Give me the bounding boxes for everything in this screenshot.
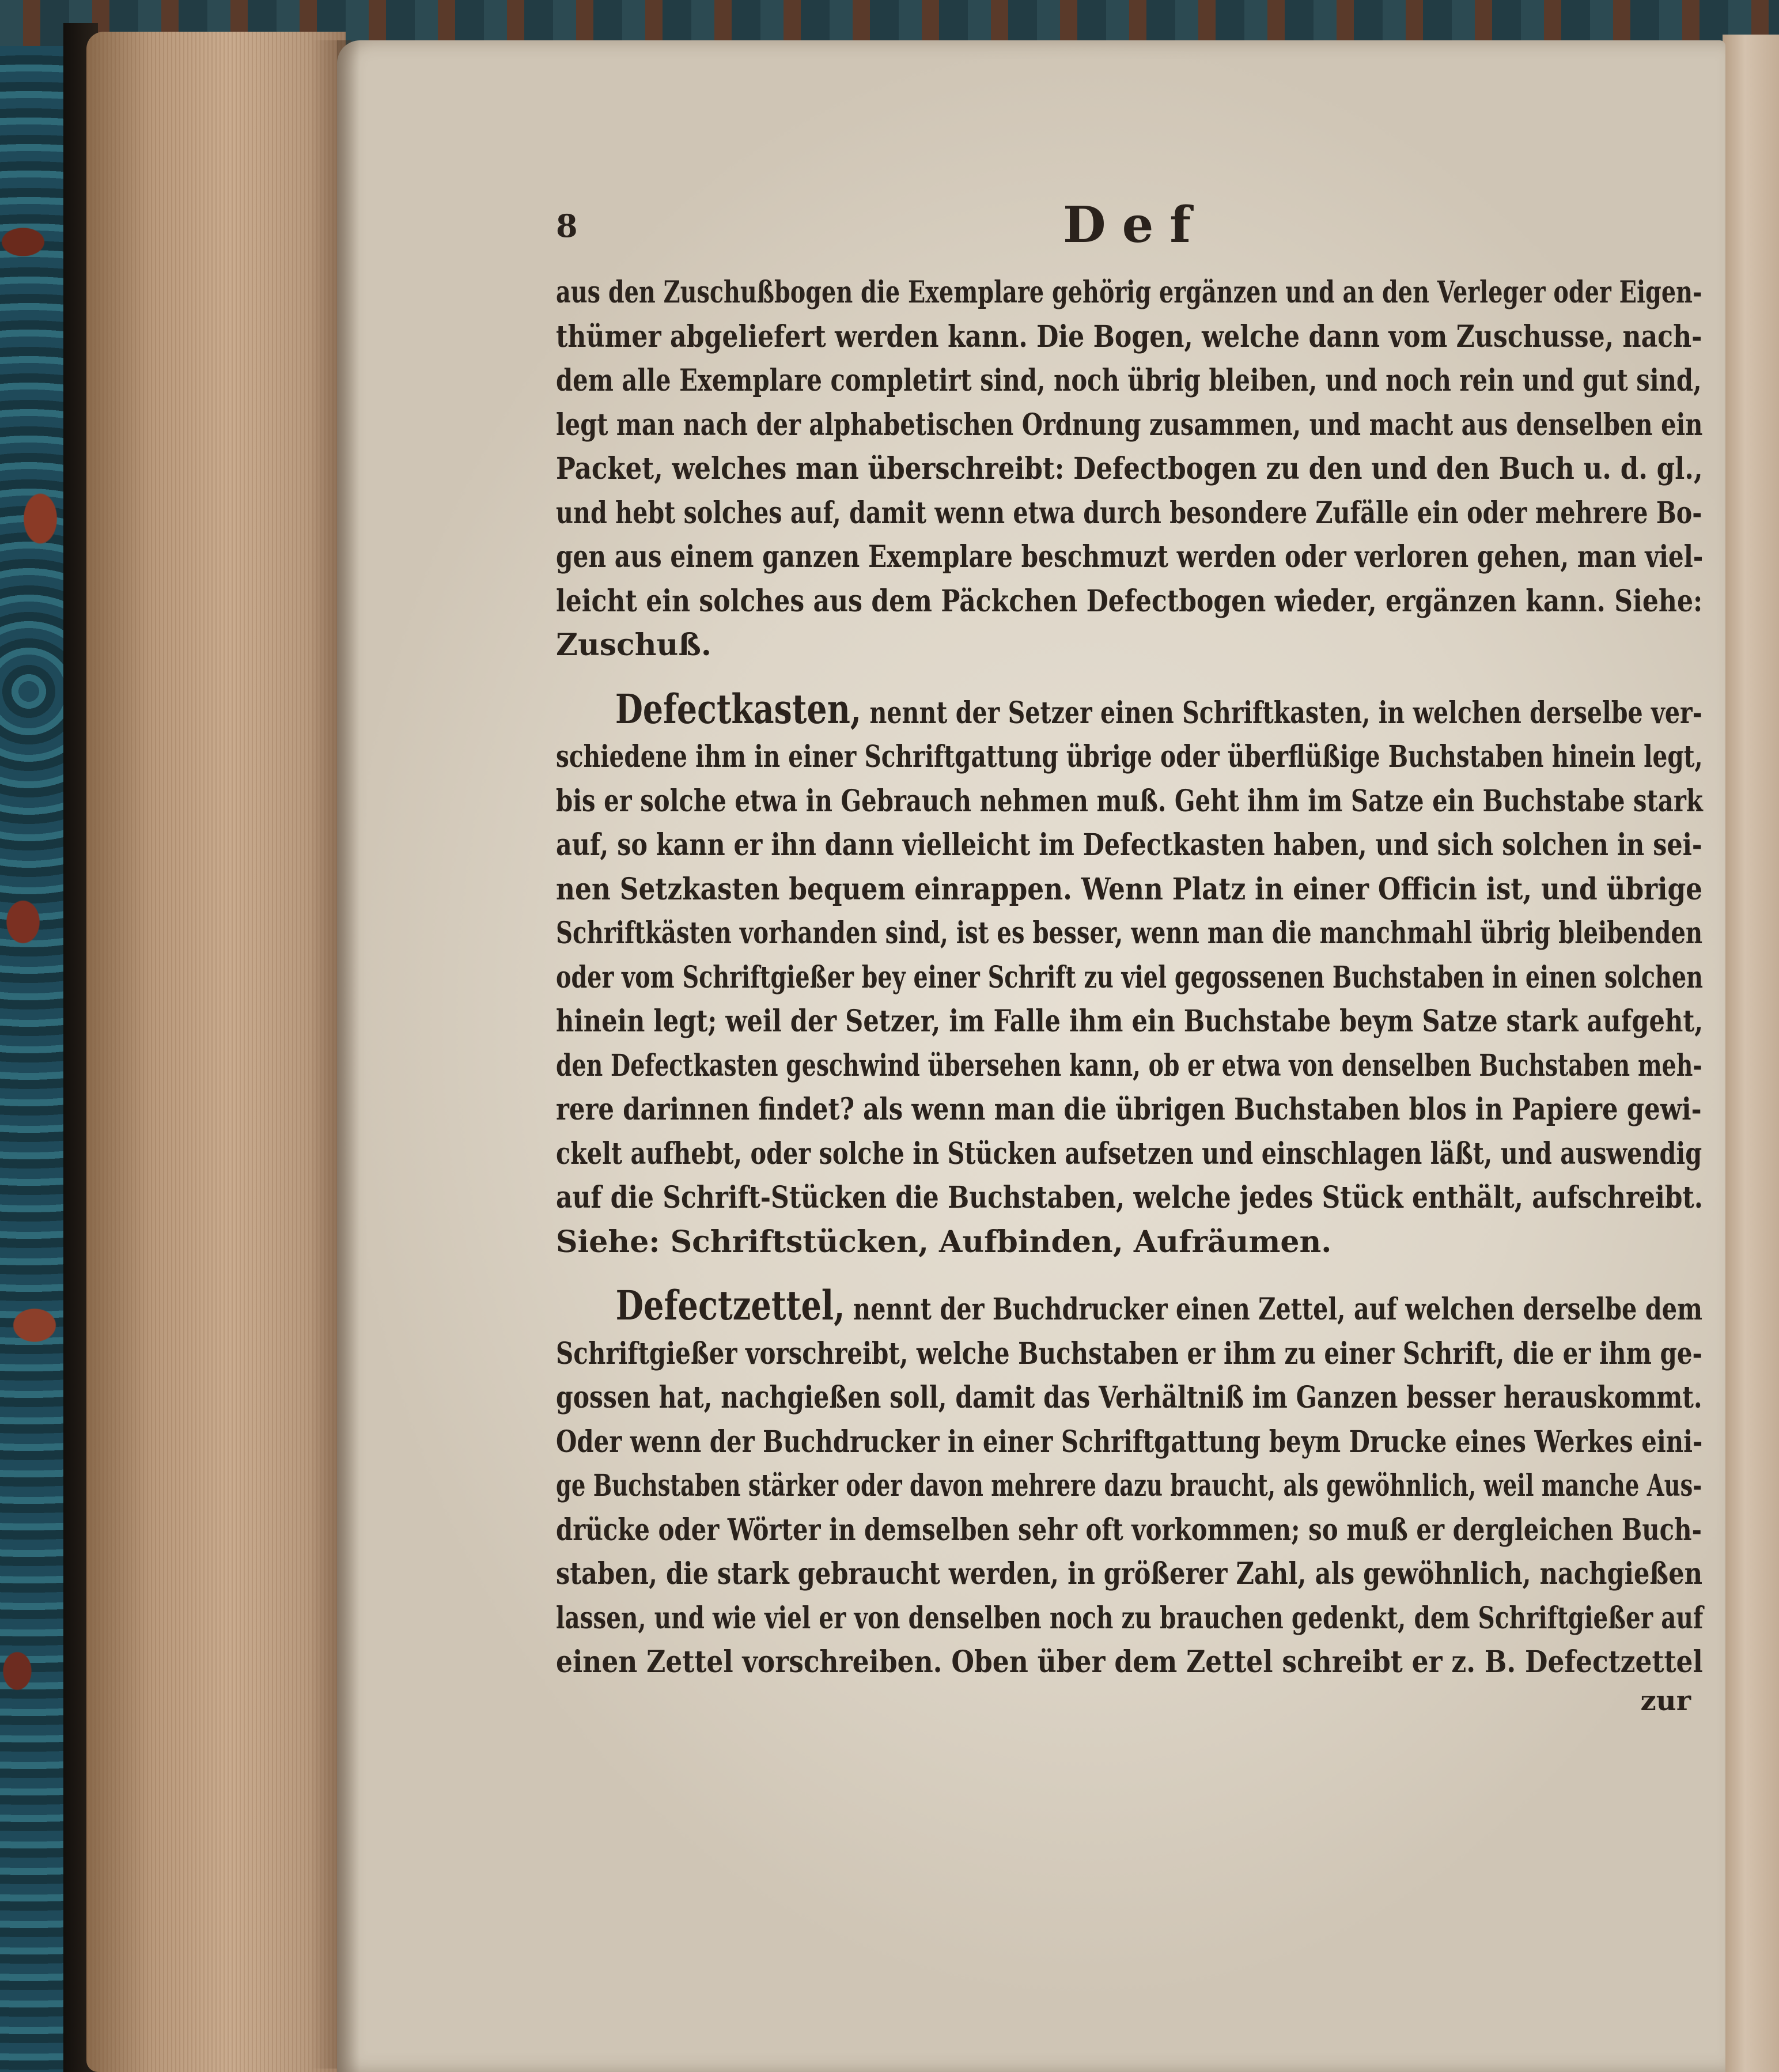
entry-defectkasten	[556, 687, 1702, 1265]
text-line: bis er solche etwa in Gebrauch nehmen muß. Geht ihm im Satze ein Buchstabe stark	[556, 783, 1703, 819]
text-line: lassen, und wie viel er von denselben noch zu brauchen gedenkt, dem Schriftgießer auf	[556, 1600, 1704, 1636]
text-line: hinein legt; weil der Setzer, im Falle ihm ein Buchstabe beym Satze stark aufgeht,	[556, 1004, 1704, 1039]
text-line: drücke oder Wörter in demselben sehr oft vorkommen; so muß er dergleichen Buch-	[556, 1512, 1702, 1548]
paragraph-gap	[556, 668, 1708, 687]
text-line: gossen hat, nachgießen soll, damit das Verhältniß im Ganzen besser herauskommt.	[556, 1380, 1702, 1415]
text-line: auf, so kann er ihn dann vielleicht im Defectkasten haben, und sich solchen in sei-	[556, 827, 1702, 863]
text-line: leicht ein solches aus dem Päckchen Defectbogen wieder, ergänzen kann. Siehe:	[556, 583, 1703, 619]
text-line: thümer abgeliefert werden kann. Die Bogen, welche dann vom Zuschusse, nach-	[556, 319, 1702, 354]
text-line: den Defectkasten geschwind übersehen kann, ob er etwa von denselben Buchstaben meh-	[556, 1048, 1702, 1083]
page-text-block	[556, 196, 1708, 1717]
text-line: Packet, welches man überschreibt: Defectbogen zu den und den Buch u. d. gl.,	[556, 451, 1703, 486]
text-line: nen Setzkasten bequem einrappen. Wenn Platz in einer Officin ist, und übrige	[556, 871, 1703, 907]
text-line: Schriftkästen vorhanden sind, ist es besser, wenn man die manchmahl übrig bleibenden	[556, 916, 1703, 951]
entry-defectzettel	[556, 1281, 1704, 1685]
text-line: legt man nach der alphabetischen Ordnung zusammen, und macht aus denselben ein	[556, 407, 1703, 443]
text-line: Schriftgießer vorschreibt, welche Buchstaben er ihm zu einer Schrift, die er ihm ge-	[556, 1336, 1702, 1371]
next-leaf-edge	[1723, 35, 1779, 2072]
running-head: Def	[1063, 196, 1208, 254]
text-line: gen aus einem ganzen Exemplare beschmuzt werden oder verloren gehen, man viel-	[556, 539, 1704, 574]
paragraph-continuation	[556, 271, 1702, 668]
text-line: rere darinnen findet? als wenn man die übrigen Buchstaben blos in Papiere gewi-	[556, 1092, 1702, 1127]
text-line: ge Buchstaben stärker oder davon mehrere dazu braucht, als gewöhnlich, weil manche Aus-	[556, 1468, 1702, 1503]
text-line: einen Zettel vorschreiben. Oben über dem Zettel schreibt er z. B. Defectzettel	[556, 1644, 1703, 1680]
text-line: und hebt solches auf, damit wenn etwa durch besondere Zufälle ein oder mehrere Bo-	[556, 495, 1702, 531]
page-number: 8	[556, 207, 578, 244]
text-line: staben, die stark gebraucht werden, in größerer Zahl, als gewöhnlich, nachgießen	[556, 1556, 1702, 1591]
text-line-first	[556, 685, 1702, 736]
text-line: oder vom Schriftgießer bey einer Schrift zu viel gegossenen Buchstaben in einen solchen	[556, 959, 1703, 995]
catchword: zur	[1640, 1684, 1691, 1717]
text-line: Siehe: Schriftstücken, Aufbinden, Aufräumen.	[556, 1224, 1332, 1260]
text-line: ckelt aufhebt, oder solche in Stücken aufsetzen und einschlagen läßt, und auswendig	[556, 1136, 1702, 1171]
text-line: schiedene ihm in einer Schriftgattung übrige oder überflüßige Buchstaben hinein legt,	[556, 739, 1703, 774]
page-header	[556, 196, 1708, 271]
text-line: Oder wenn der Buchdrucker in einer Schriftgattung beym Drucke eines Werkes eini-	[556, 1424, 1703, 1460]
entry-term: Defectkasten,	[615, 685, 862, 733]
text-line: nennt der Buchdrucker einen Zettel, auf welchen derselbe dem	[845, 1292, 1702, 1327]
text-line: auf die Schrift-Stücken die Buchstaben, welche jedes Stück enthält, aufschreibt.	[556, 1180, 1704, 1215]
text-line: nennt der Setzer einen Schriftkasten, in welchen derselbe ver-	[861, 695, 1702, 731]
text-line: aus den Zuschußbogen die Exemplare gehörig ergänzen und an den Verleger oder Eigen-	[556, 275, 1702, 310]
entry-term: Defectzettel,	[615, 1281, 845, 1329]
page-stack-edge	[86, 32, 346, 2072]
text-line-first	[556, 1281, 1702, 1332]
page-gutter-shadow	[337, 40, 360, 2072]
paragraph-gap	[556, 1264, 1708, 1284]
text-line: Zuschuß.	[556, 627, 711, 663]
text-line: dem alle Exemplare completirt sind, noch übrig bleiben, und noch rein und gut sind,	[556, 363, 1702, 398]
